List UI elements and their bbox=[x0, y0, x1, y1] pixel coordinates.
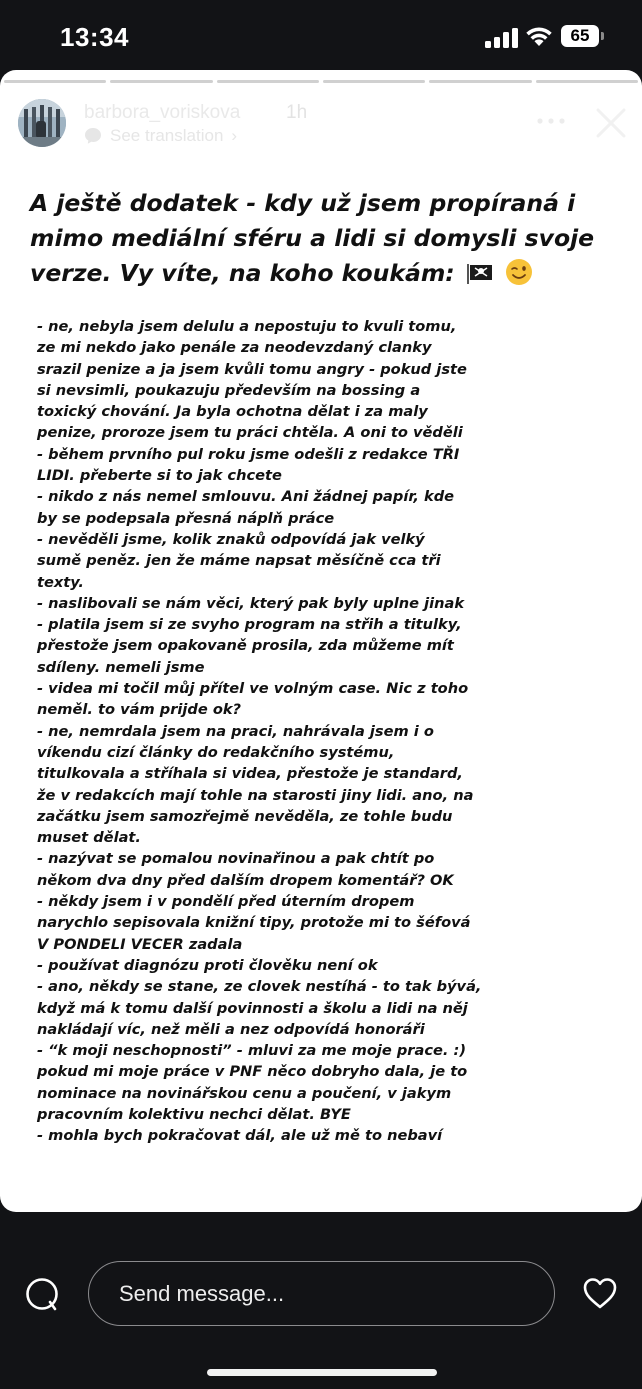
story-text-line: - “k moji neschopnosti” - mluvi za me moje prace. :) bbox=[37, 1042, 467, 1060]
translate-icon bbox=[84, 127, 102, 145]
story-text-line: sdíleny. nemeli jsme bbox=[37, 658, 205, 676]
avatar-photo bbox=[18, 99, 66, 147]
story-text-line: že v redakcích mají tohle na starosti jiny lidi. ano, na bbox=[37, 786, 474, 804]
home-indicator[interactable] bbox=[207, 1369, 437, 1376]
winking-face-icon bbox=[505, 258, 533, 286]
camera-icon[interactable] bbox=[24, 1276, 60, 1312]
story-text-line: začátku jsem samozřejmě nevěděla, ze tohle budu bbox=[37, 807, 453, 825]
progress-segment bbox=[110, 80, 212, 83]
story-text-line: - někdy jsem i v pondělí před úterním dropem bbox=[37, 893, 415, 911]
story-text-line: muset dělat. bbox=[37, 829, 141, 847]
story-progress-bar bbox=[0, 80, 642, 84]
story-text-line: srazil penize a ja jsem kvůli tomu angry - pokud jste bbox=[37, 360, 467, 378]
battery-nub bbox=[601, 32, 604, 40]
story-text-line: někom dva dny před dalším dropem komentář? OK bbox=[37, 871, 454, 889]
story-text-line: - platila jsem si ze svyho program na střih a titulky, bbox=[37, 616, 462, 634]
post-time: 1h bbox=[286, 102, 308, 123]
story-text-line: - mohla bych pokračovat dál, ale už mě to nebaví bbox=[37, 1127, 443, 1145]
story-text-line: si nevsimli, poukazuju především na bossing a bbox=[37, 381, 421, 399]
story-text-line: neměl. to vám prijde ok? bbox=[37, 701, 242, 719]
headline-text: A ještě dodatek - kdy už jsem propíraná i mimo mediální sféru a lidi si domysli svoje verze. Vy víte, na koho koukám: bbox=[30, 189, 595, 287]
reply-bar bbox=[0, 1212, 642, 1389]
story-text-line: - používat diagnózu proti člověku není ok bbox=[37, 956, 378, 974]
story-text-line: toxický chování. Ja byla ochotna dělat i za maly bbox=[37, 403, 428, 421]
story-text-line: - nevěděli jsme, kolik znaků odpovídá jak velký bbox=[37, 530, 425, 548]
progress-segment bbox=[323, 80, 425, 83]
pirate-flag-icon bbox=[467, 264, 493, 284]
story-text-line: pracovním kolektivu nechci dělat. BYE bbox=[37, 1105, 351, 1123]
story-text-line: přestože jsem opakovaně prosila, zda můžeme mít bbox=[37, 637, 454, 655]
story-text-line: texty. bbox=[37, 573, 84, 591]
story-text-line: ze mi nekdo jako penále za neodevzdaný clanky bbox=[37, 339, 432, 357]
story-text-line: víkendu cizí články do redakčního systému, bbox=[37, 743, 395, 761]
battery-indicator: 65 bbox=[561, 25, 599, 47]
story-text-line: V PONDELI VECER zadala bbox=[37, 935, 243, 953]
story-text-line: - ne, nebyla jsem delulu a nepostuju to kvuli tomu, bbox=[37, 318, 457, 335]
wifi-icon bbox=[524, 24, 554, 48]
story-text-line: - ano, někdy se stane, ze clovek nestíhá - to tak bývá, bbox=[37, 978, 482, 996]
story-text-line: narychlo sepisovala knižní tipy, protože mi to šéfová bbox=[37, 914, 471, 932]
see-translation-label: See translation bbox=[110, 126, 224, 145]
chevron-right-icon: › bbox=[231, 126, 238, 145]
story-text-line: - naslibovali se nám věci, který pak byly uplne jinak bbox=[37, 594, 465, 612]
status-bar bbox=[0, 0, 642, 72]
story-text-line: by se podepsala přesná náplň práce bbox=[37, 509, 335, 527]
avatar[interactable] bbox=[18, 99, 66, 147]
heart-icon[interactable] bbox=[582, 1276, 618, 1310]
story-text-line: pokud mi moje práce v PNF něco dobryho dala, je to bbox=[37, 1063, 468, 1081]
story-text-line: když má k tomu další povinnosti a školu a lidi na něj bbox=[37, 999, 468, 1017]
more-options-icon[interactable] bbox=[536, 116, 566, 126]
story-text-line: - videa mi točil můj přítel ve volným case. Nic z toho bbox=[37, 680, 469, 698]
story-text-line: nakládají víc, než měli a nez odpovídá honoráři bbox=[37, 1020, 425, 1038]
cellular-signal-icon bbox=[485, 28, 519, 48]
story-text-line: - ne, nemrdala jsem na praci, nahrávala jsem i o bbox=[37, 722, 434, 740]
see-translation-button[interactable] bbox=[84, 126, 237, 146]
story-headline bbox=[30, 186, 620, 291]
story-text-line: - nazývat se pomalou novinařinou a pak chtít po bbox=[37, 850, 435, 868]
story-body-text bbox=[37, 316, 617, 1147]
story-card[interactable] bbox=[0, 70, 642, 1212]
story-text-line: penize, proroze jsem tu práci chtěla. A oni to věděli bbox=[37, 424, 463, 442]
username[interactable]: barbora_voriskova bbox=[84, 102, 241, 123]
send-message-input[interactable] bbox=[88, 1261, 555, 1326]
progress-segment bbox=[536, 80, 638, 83]
story-text-line: LIDI. přeberte si to jak chcete bbox=[37, 467, 282, 485]
status-time: 13:34 bbox=[60, 22, 129, 52]
story-text-line: - nikdo z nás nemel smlouvu. Ani žádnej papír, kde bbox=[37, 488, 455, 506]
story-text-line: titulkovala a stříhala si videa, přestože je standard, bbox=[37, 765, 463, 783]
story-text-line: sumě peněz. jen že máme napsat měsíčně cca tři bbox=[37, 552, 441, 570]
progress-segment bbox=[217, 80, 319, 83]
story-header bbox=[0, 94, 642, 164]
progress-segment bbox=[4, 80, 106, 83]
story-text-line: - během prvního pul roku jsme odešli z redakce TŘI bbox=[37, 445, 460, 463]
story-text-line: nominace na novinářskou cenu a poučení, v jakym bbox=[37, 1084, 452, 1102]
progress-segment bbox=[429, 80, 531, 83]
close-icon[interactable] bbox=[594, 106, 628, 140]
